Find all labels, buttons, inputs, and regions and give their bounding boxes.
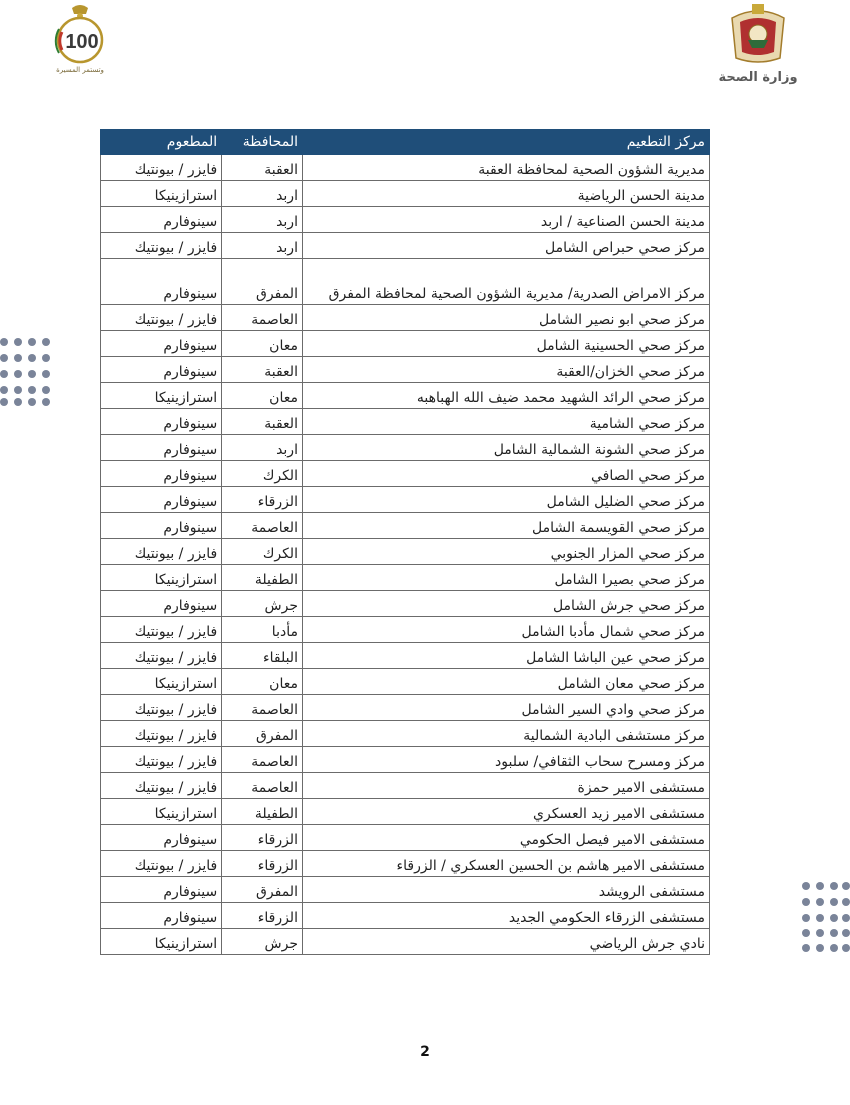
cell-vaccine: استرازينيكا	[101, 799, 222, 825]
table-row	[101, 617, 710, 643]
cell-governorate: الزرقاء	[222, 487, 303, 513]
cell-governorate: الكرك	[222, 461, 303, 487]
cell-center: مركز صحي عين الباشا الشامل	[302, 643, 709, 669]
table-row	[101, 669, 710, 695]
cell-center: مركز صحي جرش الشامل	[302, 591, 709, 617]
header-governorate: المحافظة	[222, 130, 303, 155]
cell-governorate: الزرقاء	[222, 903, 303, 929]
cell-vaccine: استرازينيكا	[101, 669, 222, 695]
table-row	[101, 565, 710, 591]
cell-governorate: جرش	[222, 591, 303, 617]
vaccination-centers-table	[100, 129, 710, 955]
table-row	[101, 513, 710, 539]
cell-governorate: الطفيلة	[222, 565, 303, 591]
cell-vaccine: فايزر / بيونتيك	[101, 233, 222, 259]
table-row	[101, 695, 710, 721]
cell-governorate: المفرق	[222, 259, 303, 305]
table-row	[101, 155, 710, 181]
table-row	[101, 383, 710, 409]
cell-center: مركز صحي الشونة الشمالية الشامل	[302, 435, 709, 461]
cell-governorate: العاصمة	[222, 773, 303, 799]
table-row	[101, 331, 710, 357]
cell-governorate: العاصمة	[222, 747, 303, 773]
table-row	[101, 825, 710, 851]
cell-vaccine: سينوفارم	[101, 513, 222, 539]
cell-vaccine: سينوفارم	[101, 903, 222, 929]
cell-center: مستشفى الامير زيد العسكري	[302, 799, 709, 825]
cell-center: مركز ومسرح سحاب الثقافي/ سلبود	[302, 747, 709, 773]
cell-center: مركز صحي الرائد الشهيد محمد ضيف الله الهباهبه	[302, 383, 709, 409]
cell-center: مركز صحي شمال مأدبا الشامل	[302, 617, 709, 643]
cell-governorate: المفرق	[222, 877, 303, 903]
cell-governorate: العقبة	[222, 357, 303, 383]
cell-governorate: مأدبا	[222, 617, 303, 643]
cell-center: مدينة الحسن الصناعية / اربد	[302, 207, 709, 233]
cell-center: مركز صحي معان الشامل	[302, 669, 709, 695]
decorative-dots-right	[800, 880, 850, 958]
cell-governorate: اربد	[222, 207, 303, 233]
cell-vaccine: سينوفارم	[101, 409, 222, 435]
header-center: مركز التطعيم	[302, 130, 709, 155]
ministry-name: وزارة الصحة	[718, 70, 798, 85]
page-number: 2	[420, 1044, 430, 1060]
cell-center: مدينة الحسن الرياضية	[302, 181, 709, 207]
cell-governorate: العقبة	[222, 155, 303, 181]
table-row	[101, 643, 710, 669]
table-row	[101, 721, 710, 747]
cell-vaccine: سينوفارم	[101, 207, 222, 233]
centenary-logo	[48, 2, 112, 78]
centenary-tagline: وتستمر المسيرة	[56, 66, 104, 74]
cell-center: مستشفى الامير هاشم بن الحسين العسكري / الزرقاء	[302, 851, 709, 877]
cell-governorate: الكرك	[222, 539, 303, 565]
table-row	[101, 357, 710, 383]
cell-center: مركز صحي الخزان/العقبة	[302, 357, 709, 383]
cell-governorate: جرش	[222, 929, 303, 955]
cell-governorate: العاصمة	[222, 695, 303, 721]
cell-center: مستشفى الامير حمزة	[302, 773, 709, 799]
cell-vaccine: سينوفارم	[101, 357, 222, 383]
table-row	[101, 773, 710, 799]
cell-center: مركز صحي بصيرا الشامل	[302, 565, 709, 591]
cell-center: مستشفى الرويشد	[302, 877, 709, 903]
table-row	[101, 851, 710, 877]
cell-center: مركز صحي وادي السير الشامل	[302, 695, 709, 721]
cell-center: مديرية الشؤون الصحية لمحافظة العقبة	[302, 155, 709, 181]
cell-governorate: اربد	[222, 181, 303, 207]
cell-center: مركز الامراض الصدرية/ مديرية الشؤون الصحية لمحافظة المفرق	[302, 259, 709, 305]
cell-vaccine: سينوفارم	[101, 487, 222, 513]
cell-governorate: الزرقاء	[222, 851, 303, 877]
cell-center: مركز صحي حبراص الشامل	[302, 233, 709, 259]
cell-vaccine: سينوفارم	[101, 461, 222, 487]
cell-center: نادي جرش الرياضي	[302, 929, 709, 955]
cell-governorate: معان	[222, 383, 303, 409]
cell-center: مركز صحي ابو نصير الشامل	[302, 305, 709, 331]
cell-vaccine: سينوفارم	[101, 825, 222, 851]
cell-center: مركز مستشفى البادية الشمالية	[302, 721, 709, 747]
table-row	[101, 435, 710, 461]
cell-governorate: العقبة	[222, 409, 303, 435]
cell-vaccine: فايزر / بيونتيك	[101, 155, 222, 181]
table-row	[101, 799, 710, 825]
cell-center: مستشفى الامير فيصل الحكومي	[302, 825, 709, 851]
cell-vaccine: سينوفارم	[101, 331, 222, 357]
table-row	[101, 305, 710, 331]
table-row	[101, 461, 710, 487]
cell-vaccine: استرازينيكا	[101, 181, 222, 207]
table-row	[101, 409, 710, 435]
cell-vaccine: فايزر / بيونتيك	[101, 643, 222, 669]
cell-vaccine: فايزر / بيونتيك	[101, 617, 222, 643]
table-row	[101, 207, 710, 233]
table-row	[101, 747, 710, 773]
cell-vaccine: فايزر / بيونتيك	[101, 747, 222, 773]
table-row	[101, 259, 710, 305]
header-vaccine: المطعوم	[101, 130, 222, 155]
cell-vaccine: فايزر / بيونتيك	[101, 773, 222, 799]
table-row	[101, 591, 710, 617]
cell-vaccine: استرازينيكا	[101, 383, 222, 409]
cell-center: مركز صحي الصافي	[302, 461, 709, 487]
cell-center: مستشفى الزرقاء الحكومي الجديد	[302, 903, 709, 929]
cell-governorate: العاصمة	[222, 305, 303, 331]
cell-governorate: اربد	[222, 233, 303, 259]
cell-center: مركز صحي الشامية	[302, 409, 709, 435]
table-row	[101, 877, 710, 903]
coat-of-arms-icon	[718, 0, 798, 66]
cell-center: مركز صحي القويسمة الشامل	[302, 513, 709, 539]
table-row	[101, 929, 710, 955]
table-row	[101, 487, 710, 513]
cell-center: مركز صحي الضليل الشامل	[302, 487, 709, 513]
cell-governorate: معان	[222, 669, 303, 695]
cell-vaccine: سينوفارم	[101, 435, 222, 461]
cell-center: مركز صحي الحسينية الشامل	[302, 331, 709, 357]
cell-vaccine: سينوفارم	[101, 877, 222, 903]
table-row	[101, 903, 710, 929]
cell-vaccine: فايزر / بيونتيك	[101, 695, 222, 721]
cell-governorate: معان	[222, 331, 303, 357]
cell-vaccine: سينوفارم	[101, 591, 222, 617]
cell-vaccine: فايزر / بيونتيك	[101, 851, 222, 877]
cell-governorate: اربد	[222, 435, 303, 461]
cell-vaccine: فايزر / بيونتيك	[101, 539, 222, 565]
cell-vaccine: سينوفارم	[101, 259, 222, 305]
table-row	[101, 233, 710, 259]
cell-vaccine: فايزر / بيونتيك	[101, 305, 222, 331]
cell-governorate: الطفيلة	[222, 799, 303, 825]
cell-center: مركز صحي المزار الجنوبي	[302, 539, 709, 565]
cell-vaccine: استرازينيكا	[101, 929, 222, 955]
centenary-emblem-icon	[48, 2, 112, 66]
table-row	[101, 539, 710, 565]
ministry-logo	[718, 0, 798, 92]
table-row	[101, 181, 710, 207]
cell-governorate: المفرق	[222, 721, 303, 747]
cell-vaccine: فايزر / بيونتيك	[101, 721, 222, 747]
decorative-dots-left	[0, 337, 52, 411]
cell-governorate: الزرقاء	[222, 825, 303, 851]
cell-governorate: البلقاء	[222, 643, 303, 669]
table-header-row	[101, 130, 710, 155]
svg-text:100: 100	[65, 31, 99, 53]
cell-vaccine: استرازينيكا	[101, 565, 222, 591]
cell-governorate: العاصمة	[222, 513, 303, 539]
